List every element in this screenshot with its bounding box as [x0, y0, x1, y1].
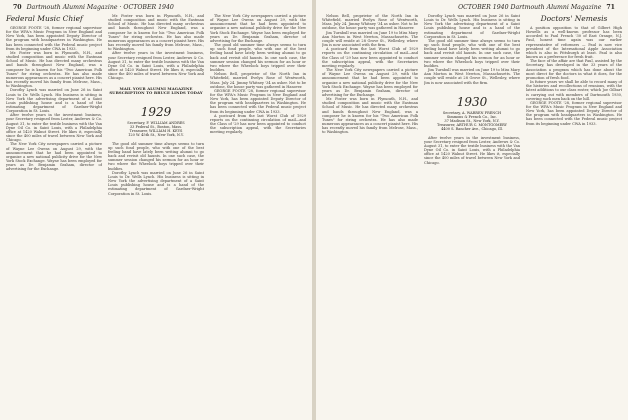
right-running-head [458, 4, 618, 11]
article-paragraph: Nelson Bell, proprietor of the North Inn in Whitefield, married Evelyn Rose of Wentworth, Mass. July 24. Jimmy Whitney '34 as usher. Not to be outdone, the house party was gathered in Hanover. [322, 14, 418, 31]
article-paragraph: In future years we shall be able to record many of the histories and recollections of reunions, with the latest additions to our class roster, which Joe Gilbart is carrying out with members of Dartmouth 1930, covering such men back on the hill. [526, 80, 622, 101]
left-column-3 [210, 14, 306, 414]
article-paragraph: Mr. Foster was born in Plymouth, N.H., and studied composition and music with the Eastman School of Music. He has directed many orchestras and bands throughout New England, was a composer he is known for his "Two American Folk Tunes" for string orchestra. He has also made numerous appearances as a concert pianist here. His has recently moved his family from Melrose, Mass., to Washington. [6, 50, 102, 89]
article-paragraph: A postcard from the last Worst Club of 1929 reports on the continuing circulation of mail—and the Class of '29 has now been appointed to conduct the subscription appeal, with the Secretaries meeting regularly. [322, 47, 418, 68]
article-paragraph: GEORGE FOOTE '28, former regional supervisor for the WPA's Music Program in New England and New York, has been appointed Deputy Director of the program with headquarters in Washington. He has been connected with the Federal music project from its beginning under CWA in 1933. [526, 100, 622, 126]
article-paragraph: A position opposition to that of Gilbert High Howells as a well-known professor has been accorded to Paul French '30 of East Orange, N.J. Paul, honest time again was our earlier representative of reformers — Paul is now vice president of the International Apple Association which is also in Pittsburgh at least. Paul is also known as a preference for fresh fruit. [526, 26, 622, 60]
class-secretary-1930: Secretary, A. WARREN FRENCH Simmons & French Co., Inc. 37 Madison St., New York, N.Y. Treasurer, ARTHUR C. MONTGOMERY 4400 S. Rancher Ave., Chicago, Ill. [437, 110, 507, 132]
article-paragraph: The New York City newspapers carried a picture of Wayne Lee Owens on August 29, with the announcement that he had been appointed to organize a new national publicity drive for the New York Stock Exchange. Wayne has been employed for years as Dr. Benjamin Graham, director of advertising for the Exchange. [6, 142, 102, 172]
right-page-number: 71 [606, 4, 615, 11]
article-paragraph: The good old summer time always seems to turn up such fond people, who with one of the best feeling band have lately been writing alumni to go back and revisit old haunts. In one such case, the summer session changed his sermon for an hour or two where the Wheelock boys tripped over their buddies. [210, 43, 306, 73]
article-paragraph: Mr. Foster was born in Plymouth, N.H., and studied composition and music with the Eastman School of Music. He has directed many orchestras and bands throughout New England, was a composer he is known for his "Two American Folk Tunes" for string orchestra. He has also made numerous appearances as a concert pianist here. His has recently moved his family from Melrose, Mass., to Washington. [108, 14, 204, 52]
left-page [0, 0, 312, 420]
left-page-number: 70 [13, 4, 22, 11]
left-running-head: 70 Dartmouth Alumni Magazine · OCTOBER 1940 [13, 4, 174, 11]
class-year-1930: 1930 [456, 94, 488, 109]
class-secretary-1929: Secretary, F. WILLIAM ANDRES 33 Federal St., Boston, Mass. Treasurer, WILLIAM H. KEYS 120 W. 45th St., New York, N.Y. [127, 120, 185, 138]
right-magazine-title: Dartmouth Alumni Magazine [510, 4, 602, 11]
article-paragraph: Nelson Bell, proprietor of the North Inn in Whitefield, married Evelyn Rose of Wentworth, Mass. July 24. Jimmy Whitney '34 as usher. Not to be outdone, the house party was gathered in Hanover. [210, 72, 306, 89]
left-column-2 [108, 14, 204, 414]
article-paragraph: A postcard from the last Worst Club of 1929 reports on the continuing circulation of mail—and the Class of '29 has now been appointed to conduct the subscription appeal, with the Secretaries meeting regularly. [210, 113, 306, 135]
article-paragraph: Dorothy Lynch was married on June 26 in Saint Louis to Dr. Wells Lynch. His business is sitting in New York the advertising department of a Saint Louis publishing house and is a hand of the estimating department of Gardner-Wright Corporation in St. Louis. [6, 88, 102, 114]
left-issue-date: OCTOBER 1940 [123, 4, 174, 11]
article-paragraph: The good old summer time always seems to turn up such fond people, who with one of the best feeling band have lately been writing alumni to go back and revisit old haunts. In one such case, the summer session changed his sermon for an hour or two where the Wheelock boys tripped over their buddies. [108, 141, 204, 171]
article-paragraph: Mr. Foster was born in Plymouth, N.H., and studied composition and music with the Eastman School of Music. He has directed many orchestras and bands throughout New England, was a composer he is known for his "Two American Folk Tunes" for string orchestra. He has also made numerous appearances as a concert pianist here. His has recently moved his family from Melrose, Mass., to Washington. [322, 97, 418, 135]
doctors-nemesis-heading: Doctors' Nemesis [540, 14, 608, 23]
article-paragraph: Jim Turnbull was married on June 19 to Miss Mary Ann Morton in West Newton, Massachusetts. The couple will reside at 28 Grove St., Wellesley, where Jim is now associated with the firm. [322, 30, 418, 48]
article-paragraph: GEORGE FOOTE '28, former regional supervisor for the WPA's Music Program in New England and New York, has been appointed Deputy Director of the program with headquarters in Washington. He has been connected with the Federal music project from its beginning under CWA in 1933. [6, 26, 102, 51]
article-paragraph: The New York City newspapers carried a picture of Wayne Lee Owens on August 29, with the announcement that he had been appointed to organize a new national publicity drive for the New York Stock Exchange. Wayne has been employed for years as Dr. Benjamin Graham, director of advertising for the Exchange. [322, 68, 418, 97]
right-column-2 [424, 14, 520, 414]
article-paragraph: After twelve years in the investment business, your Secretary resigned from Lester, Andrews & Co. August 31, to enter the textile business with the Van Dyne Oil Co. in Saint Louis, with a Philadelphia office at 1420 Walnut Street. He likes it, especially since the 400 miles of travel between New York and Chicago. [108, 51, 204, 81]
federal-music-heading: Federal Music Chief [6, 14, 83, 23]
article-paragraph: The good old summer time always seems to turn up such fond people, who with one of the best feeling band have lately been writing alumni to go back and revisit old haunts. In one such case, the summer session changed his sermon for an hour or two where the Wheelock boys tripped over their buddies. [424, 38, 520, 68]
article-paragraph: GEORGE FOOTE '28, former regional supervisor for the WPA's Music Program in New England and New York, has been appointed Deputy Director of the program with headquarters in Washington. He has been connected with the Federal music project from its beginning under CWA in 1933. [210, 88, 306, 114]
subscription-notice: MAIL YOUR ALUMNI MAGAZINE SUBSCRIPTION TO BRUCE LINDS TODAY [109, 85, 203, 95]
article-paragraph: The New York City newspapers carried a picture of Wayne Lee Owens on August 29, with the announcement that he had been appointed to organize a new national publicity drive for the New York Stock Exchange. Wayne has been employed for years as Dr. Benjamin Graham, director of advertising for the Exchange. [210, 14, 306, 43]
article-paragraph: Dorothy Lynch was married on June 26 in Saint Louis to Dr. Wells Lynch. His business is sitting in New York the advertising department of a Saint Louis publishing house and is a hand of the estimating department of Gardner-Wright Corporation in St. Louis. [424, 14, 520, 39]
right-page [316, 0, 628, 420]
right-issue-date: OCTOBER 1940 [458, 4, 509, 11]
article-paragraph: After twelve years in the investment business, your Secretary resigned from Lester, Andrews & Co. August 31, to enter the textile business with the Van Dyne Oil Co. in Saint Louis, with a Philadelphia office at 1420 Walnut Street. He likes it, especially since the 400 miles of travel between New York and Chicago. [424, 135, 520, 165]
article-paragraph: The face of the affair are that Paul, assisted by the Secretary, has developed in the 33 years of the Association a program which has done about the most direct for the doctors in what it does, for the promotion of fresh food. [526, 59, 622, 80]
article-paragraph: Jim Turnbull was married on June 19 to Miss Mary Ann Morton in West Newton, Massachusetts. The couple will reside at 28 Grove St., Wellesley, where Jim is now associated with the firm. [424, 68, 520, 85]
article-paragraph: After twelve years in the investment business, your Secretary resigned from Lester, Andrews & Co. August 31, to enter the textile business with the Van Dyne Oil Co. in Saint Louis, with a Philadelphia office at 1420 Walnut Street. He likes it, especially since the 400 miles of travel between New York and Chicago. [6, 113, 102, 143]
article-paragraph: Dorothy Lynch was married on June 26 in Saint Louis to Dr. Wells Lynch. His business is sitting in New York the advertising department of a Saint Louis publishing house and is a hand of the estimating department of Gardner-Wright Corporation in St. Louis. [108, 170, 204, 196]
class-year-1929: 1929 [140, 104, 172, 119]
left-magazine-title: Dartmouth Alumni Magazine [26, 4, 118, 11]
right-column-3 [526, 14, 622, 414]
right-column-1 [322, 14, 418, 414]
left-column-1 [6, 14, 102, 414]
